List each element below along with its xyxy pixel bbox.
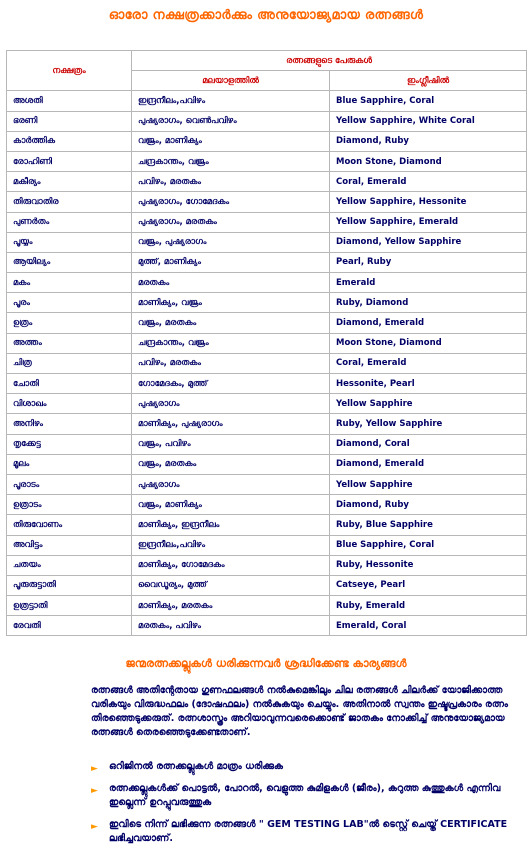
table-row — [7, 212, 527, 232]
gem-english-cell: Diamond, Yellow Sapphire — [330, 232, 527, 252]
gem-english-cell: Yellow Sapphire, Hessonite — [330, 192, 527, 212]
star-cell: അനിഴം — [7, 414, 132, 434]
star-cell: അശതി — [7, 91, 132, 111]
star-cell: വിശാഖം — [7, 394, 132, 414]
header-malayalam: മലയാളത്തിൽ — [132, 71, 330, 91]
gem-english-cell: Diamond, Ruby — [330, 131, 527, 151]
list-item — [91, 818, 521, 846]
bullet-text: ഒറിജിനൽ രത്നക്കല്ലുകൾ മാത്രം ധരിക്കുക — [109, 761, 283, 772]
gem-english-cell: Ruby, Emerald — [330, 596, 527, 616]
gem-english-cell: Ruby, Hessonite — [330, 555, 527, 575]
gem-english-cell: Diamond, Coral — [330, 434, 527, 454]
gem-english-cell: Blue Sapphire, Coral — [330, 91, 527, 111]
gem-english-cell: Yellow Sapphire — [330, 394, 527, 414]
gem-malayalam-cell: വജ്രം, മരതകം — [132, 313, 330, 333]
table-row — [7, 333, 527, 353]
orange-triangle-bullet-icon: ► — [91, 822, 98, 832]
gem-malayalam-cell: മാണിക്യം, ഗോമേദകം — [132, 555, 330, 575]
table-row — [7, 434, 527, 454]
gem-english-cell: Catseye, Pearl — [330, 575, 527, 595]
table-row — [7, 414, 527, 434]
table-row — [7, 535, 527, 555]
star-cell: മൂലം — [7, 454, 132, 474]
table-row — [7, 495, 527, 515]
gem-english-cell: Emerald, Coral — [330, 616, 527, 636]
table-row — [7, 131, 527, 151]
gem-english-cell: Coral, Emerald — [330, 172, 527, 192]
star-cell: തിരുവാതിര — [7, 192, 132, 212]
table-row — [7, 454, 527, 474]
star-cell: ഭരണി — [7, 111, 132, 131]
page-title: ഓരോ നക്ഷത്രക്കാർക്കും അനുയോജ്യമായ രത്നങ്ങൾ — [108, 8, 424, 23]
star-cell: പൂരുരുട്ടാതി — [7, 575, 132, 595]
gem-english-cell: Hessonite, Pearl — [330, 374, 527, 394]
gem-english-cell: Emerald — [330, 273, 527, 293]
gem-malayalam-cell: വജ്രം, മരതകം — [132, 454, 330, 474]
table-row — [7, 232, 527, 252]
header-gems: രത്നങ്ങളുടെ പേരുകൾ — [132, 51, 527, 71]
bullet-text: രത്നക്കല്ലുകൾക്ക് പൊട്ടൽ, പോറൽ, വെളുത്ത കുമിളകൾ (ജീരം), കറുത്ത കുത്തുകൾ എന്നിവ ഇല്ലെന്ന് ഉറപ്പുവരുത്തുക — [109, 783, 501, 808]
gem-english-cell: Coral, Emerald — [330, 353, 527, 373]
star-cell: തിരുവോണം — [7, 515, 132, 535]
star-cell: രേവതി — [7, 616, 132, 636]
gem-malayalam-cell: പുഷ്യരാഗം, മരതകം — [132, 212, 330, 232]
table-row — [7, 394, 527, 414]
gem-english-cell: Moon Stone, Diamond — [330, 333, 527, 353]
star-cell: ചതയം — [7, 555, 132, 575]
star-cell: ചിത്ര — [7, 353, 132, 373]
gem-malayalam-cell: മാണിക്യം, മരതകം — [132, 596, 330, 616]
notes-title: ജന്മരത്നക്കല്ലുകൾ ധരിക്കുന്നവർ ശ്രദ്ധിക്കേണ്ട കാര്യങ്ങൾ — [125, 657, 407, 670]
gem-malayalam-cell: പവിഴം, മരതകം — [132, 172, 330, 192]
gem-english-cell: Pearl, Ruby — [330, 252, 527, 272]
table-body — [7, 91, 527, 636]
table-row — [7, 515, 527, 535]
table-row — [7, 616, 527, 636]
orange-triangle-bullet-icon: ► — [91, 764, 98, 774]
star-cell: മകം — [7, 273, 132, 293]
gem-malayalam-cell: പുഷ്യരാഗം, വെൺപവിഴം — [132, 111, 330, 131]
gem-malayalam-cell: പുഷ്യരാഗം — [132, 474, 330, 494]
star-cell: അത്തം — [7, 333, 132, 353]
table-row — [7, 555, 527, 575]
header-english: ഇംഗ്ലീഷിൽ — [330, 71, 527, 91]
table-row — [7, 313, 527, 333]
gem-english-cell: Moon Stone, Diamond — [330, 151, 527, 171]
gem-malayalam-cell: വജ്രം, പുഷ്യരാഗം — [132, 232, 330, 252]
gem-english-cell: Yellow Sapphire, Emerald — [330, 212, 527, 232]
star-cell: ഉത്രട്ടാതി — [7, 596, 132, 616]
gem-malayalam-cell: മരതകം — [132, 273, 330, 293]
gem-english-cell: Ruby, Blue Sapphire — [330, 515, 527, 535]
gems-table — [6, 50, 527, 636]
gem-malayalam-cell: വജ്രം, പവിഴം — [132, 434, 330, 454]
list-item — [91, 760, 521, 774]
gem-malayalam-cell: പുഷ്യരാഗം — [132, 394, 330, 414]
gem-malayalam-cell: ഇന്ദ്രനീലം,പവിഴം — [132, 91, 330, 111]
table-row — [7, 293, 527, 313]
list-item — [91, 782, 521, 810]
gem-english-cell: Yellow Sapphire — [330, 474, 527, 494]
gem-malayalam-cell: ചന്ദ്രകാന്തം, വജ്രം — [132, 151, 330, 171]
table-header-row — [7, 51, 527, 71]
gem-english-cell: Ruby, Diamond — [330, 293, 527, 313]
table-row — [7, 172, 527, 192]
star-cell: പൂയ്യം — [7, 232, 132, 252]
gem-malayalam-cell: മാണിക്യം, പുഷ്യരാഗം — [132, 414, 330, 434]
table-row — [7, 596, 527, 616]
table-row — [7, 91, 527, 111]
table-row — [7, 575, 527, 595]
star-cell: ആയില്യം — [7, 252, 132, 272]
gem-english-cell: Blue Sapphire, Coral — [330, 535, 527, 555]
gem-english-cell: Ruby, Yellow Sapphire — [330, 414, 527, 434]
table-row — [7, 151, 527, 171]
table-row — [7, 353, 527, 373]
star-cell: തൃക്കേട്ട — [7, 434, 132, 454]
bullet-text: ഇവിടെ നിന്ന് ലഭിക്കുന്ന രത്നങ്ങൾ " GEM TESTING LAB"ൽ ടെസ്റ്റ് ചെയ്ത് CERTIFICATE ലഭിച്ചവയാണ്. — [109, 819, 508, 844]
star-cell: പൂരം — [7, 293, 132, 313]
header-star: നക്ഷത്രം — [7, 51, 132, 91]
star-cell: ഉത്രാടം — [7, 495, 132, 515]
gem-malayalam-cell: ഇന്ദ്രനീലം,പവിഴം — [132, 535, 330, 555]
star-cell: പൂരാടം — [7, 474, 132, 494]
star-cell: പുണർതം — [7, 212, 132, 232]
gem-malayalam-cell: മാണിക്യം, വജ്രം — [132, 293, 330, 313]
gem-english-cell: Diamond, Emerald — [330, 454, 527, 474]
gem-malayalam-cell: പവിഴം, മരതകം — [132, 353, 330, 373]
table-row — [7, 252, 527, 272]
table-row — [7, 374, 527, 394]
table-row — [7, 273, 527, 293]
gem-malayalam-cell: ചന്ദ്രകാന്തം, വജ്രം — [132, 333, 330, 353]
gem-english-cell: Diamond, Ruby — [330, 495, 527, 515]
gem-malayalam-cell: മുത്ത്, മാണിക്യം — [132, 252, 330, 272]
gem-english-cell: Yellow Sapphire, White Coral — [330, 111, 527, 131]
star-cell: രോഹിണി — [7, 151, 132, 171]
star-cell: ഉത്രം — [7, 313, 132, 333]
gem-malayalam-cell: ഗോമേദകം, മുത്ത് — [132, 374, 330, 394]
gem-malayalam-cell: പുഷ്യരാഗം, ഗോമേദകം — [132, 192, 330, 212]
gem-malayalam-cell: വജ്രം, മാണിക്യം — [132, 495, 330, 515]
star-cell: ചോതി — [7, 374, 132, 394]
star-cell: മകീര്യം — [7, 172, 132, 192]
orange-triangle-bullet-icon: ► — [91, 786, 98, 796]
gem-malayalam-cell: മരതകം, പവിഴം — [132, 616, 330, 636]
table-row — [7, 192, 527, 212]
gem-malayalam-cell: വൈഡൂര്യം, മുത്ത് — [132, 575, 330, 595]
gem-malayalam-cell: മാണിക്യം, ഇന്ദ്രനീലം — [132, 515, 330, 535]
star-cell: കാർത്തിക — [7, 131, 132, 151]
gem-english-cell: Diamond, Emerald — [330, 313, 527, 333]
notes-paragraph: രത്നങ്ങൾ അതിന്റേതായ ഗുണഫലങ്ങൾ നൽകുമെങ്കിലും ചില രത്നങ്ങൾ ചിലർക്ക് യോജിക്കാത്ത വരികയും വിരുദ്ധഫലം (ദോഷഫലം) നൽകുകയും ചെയ്യും. അതിനാൽ സ്വന്തം ഇഷ്ടപ്രകാരം രത്നം തിരഞ്ഞെടുക്കരുത്. രത്നശാസ്ത്രം അറിയാവുന്നവരെക്കൊണ്ട് ജാതകം നോക്കിച്ച് അനുയോജ്യമായ രത്നങ്ങൾ തെരഞ്ഞെടുക്കേണ്ടതാണ്. — [91, 685, 508, 738]
gem-malayalam-cell: വജ്രം, മാണിക്യം — [132, 131, 330, 151]
table-row — [7, 474, 527, 494]
star-cell: അവിട്ടം — [7, 535, 132, 555]
table-row — [7, 111, 527, 131]
notes-bullet-list — [91, 760, 521, 854]
